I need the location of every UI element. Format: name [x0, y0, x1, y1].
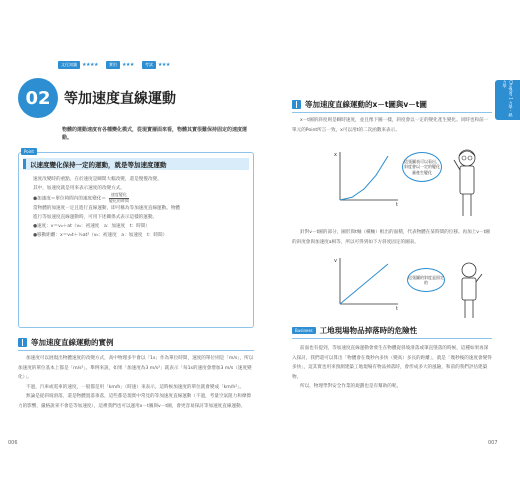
- chapter-title: 等加速度直線運動: [64, 91, 176, 107]
- v-t-line: [340, 264, 388, 304]
- point-line: 當物體的加速度一定且進行直線運動，即可稱為等加速度直線運動。物體: [33, 205, 181, 211]
- scientist-illustration: [452, 146, 482, 222]
- formula-label: ●加速度＝單位時間內的速度變化＝: [33, 196, 106, 202]
- v-t-graph: [332, 254, 402, 312]
- book-icon: [18, 338, 27, 347]
- section-heading-examples: [18, 336, 114, 348]
- point-line: 其中，加速度就是用來表示速度的改變方式。: [33, 186, 125, 191]
- section-title: 等加速度直線運動的x－t圖與v－t圖: [305, 99, 427, 109]
- chapter-number: 02: [18, 78, 58, 118]
- fraction-numerator: 速度變化: [110, 192, 127, 197]
- paragraph: 所以，物理學對安全作業的規劃也是有幫助的呢。: [300, 384, 402, 390]
- section-body: [292, 116, 492, 135]
- section-title: 工地現場物品掉落時的危險性: [319, 325, 418, 335]
- paragraph: 前面也有提到，等加速度直線運動會發生在物體從斜坡滑落或筆直墜落的時候，這種如果再深入探討，我們還可以算出「物體會在幾秒內多快（變高）多長的距離」，就是「幾秒後的速度會變得多快」，這其實也用來預測建築工地現場有物品掉落時，會形成多大的風險，和前的我們評估建築物。: [292, 346, 492, 380]
- chapter-heading: [18, 78, 176, 118]
- point-title: 以速度變化保持一定的運動，就是等加速度運動: [30, 160, 167, 169]
- chapter-intro: 物體的運動速度有各種變化模式，從現實層面來看，物體其實很難保持固定的速度運動。: [62, 127, 248, 141]
- x-axis-label: t: [396, 202, 398, 208]
- paragraph: 不過，汽車或電車的速度，一般都是用「km/h」（時速）來表示，這時候加速度的單位就會變成「km/h²」。: [26, 384, 244, 390]
- rating-tag: 考試: [142, 61, 156, 69]
- x-axis-label: t: [396, 306, 398, 312]
- speech-bubble: 這張圖的斜度是固定的: [407, 268, 445, 292]
- business-tag: Business: [292, 327, 316, 334]
- x-t-curve: [340, 156, 388, 200]
- section-divider: [292, 112, 492, 113]
- rating-row: [58, 60, 258, 70]
- rating-exam: [142, 61, 170, 69]
- rating-stars: ★★★: [121, 62, 134, 68]
- chapter-tab: Chapter 1 力學・熱力學: [495, 80, 520, 120]
- paragraph: 針對v－t圖的部分，圖形與t軸（橫軸）框出的面積，代表物體在某時間的位移。再加上v－t圖的斜度會與加速度a相等，所以可得到如下方斜度固定的圖表。: [292, 230, 491, 245]
- rating-tag: 文化知識: [58, 61, 80, 69]
- page-number: 006: [8, 440, 18, 446]
- section-body-2: [292, 228, 492, 247]
- formula-fraction: [109, 193, 129, 203]
- section-divider: [18, 350, 254, 351]
- rating-practical: [106, 61, 134, 69]
- section-heading-graphs: [292, 98, 427, 110]
- speech-bubble: 這張圖表可以看出，斜度會以一定的變化量產生變化: [402, 152, 442, 182]
- point-line: [33, 193, 247, 204]
- book-icon: [292, 100, 301, 109]
- section-heading-business: [292, 324, 417, 336]
- point-body: [33, 175, 247, 240]
- accent-bar: [23, 159, 26, 169]
- rating-culture: [58, 61, 98, 69]
- page-number: 007: [488, 440, 498, 446]
- section-divider: [292, 338, 492, 339]
- right-page: [262, 60, 502, 446]
- point-title-bar: [23, 158, 249, 170]
- section-body-3: [292, 344, 492, 392]
- point-box: [18, 149, 254, 328]
- point-line: 進行等加速度直線運動時，可用下述關係式表示這樣的運動。: [33, 214, 158, 220]
- fraction-denominator: 變化的時間: [108, 197, 129, 203]
- paragraph: 加速度可以展現出物體速度的改變方式，高中物理多半會以「1s」作為單位時間，速度的單位則是「m/s」，所以加速度的單位基本上都是「m/s²」。舉例來說，如果「加速度為3 m/s²」就表示「每1s的速度會增加3 m/s（速度變化）」。: [18, 356, 254, 381]
- y-axis-label: v: [334, 258, 337, 264]
- left-page: [8, 60, 258, 446]
- rating-stars: ★★★★: [82, 62, 98, 68]
- y-axis-label: x: [334, 152, 337, 158]
- x-t-graph: [332, 148, 402, 208]
- point-tag: Point: [21, 148, 37, 155]
- rating-tag: 實用: [106, 61, 120, 69]
- character-illustration: [454, 260, 484, 320]
- section-body: [18, 354, 254, 412]
- rating-stars: ★★★: [157, 62, 170, 68]
- paragraph: 無論是從斜坡滑落，還是物體置落垂落，這些都是現實中常見的等加速度直線運動（不過，考量空氣阻力和摩擦力的影響，嚴格說來不會是等加速度），這裡我們也可以運用x－t圖與v－t圖，會更容易探討等加速度直線運動。: [18, 394, 252, 409]
- point-line: 速度改變時的重點，在於速度是瞬間大幅改變，還是慢慢改變。: [33, 177, 162, 182]
- point-line: ●速度：v＝v₀＋at（v₀：初速度 a：加速度 t：時間）: [33, 223, 150, 229]
- point-line: ●移動距離：x＝v₀t＋½at²（v₀：初速度 a：加速度 t：時間）: [33, 232, 168, 238]
- paragraph: x－t圖的斜度則是瞬時速度，並且像下圖一樣，斜度會以一定的變化產生變化。同時也和前一單元的Point所言一致，x可以用t的二次函數來表示。: [292, 118, 489, 133]
- section-title: 等加速度直線運動的實例: [31, 337, 114, 347]
